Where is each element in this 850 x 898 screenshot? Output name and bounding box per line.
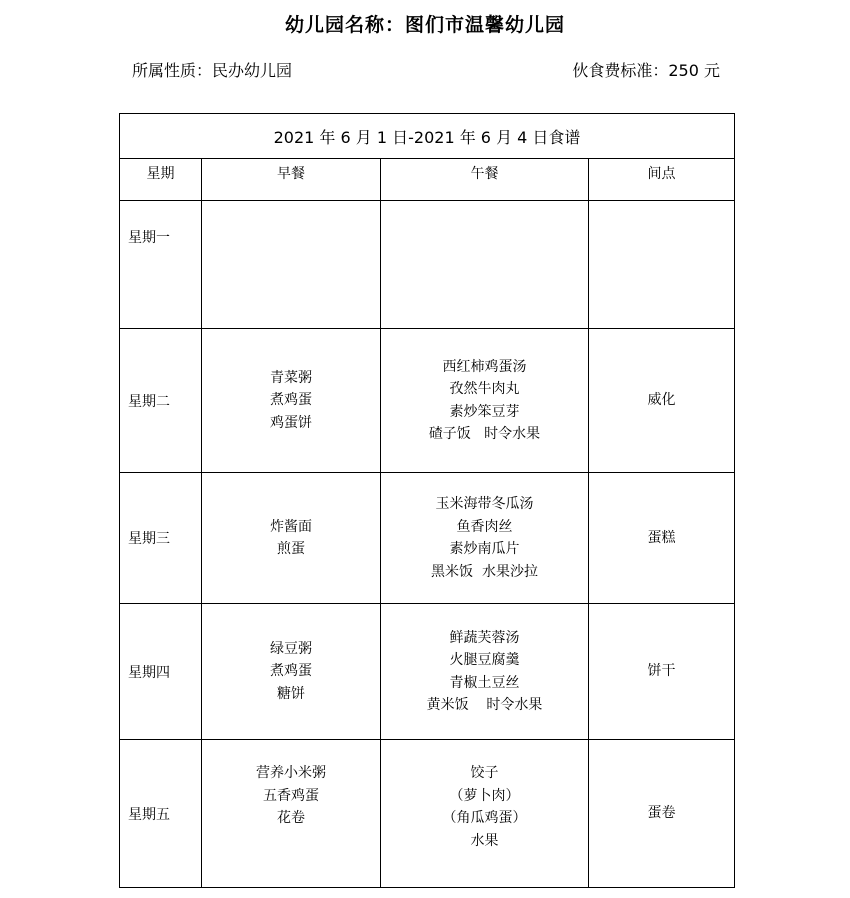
breakfast-cell xyxy=(202,740,381,888)
meal-fee-standard: 伙食费标准：250 元 xyxy=(572,61,720,80)
lunch-item: 黄米饭 时令水果 xyxy=(426,697,543,713)
breakfast-item: 煎蛋 xyxy=(277,541,305,557)
breakfast-cell xyxy=(202,473,381,604)
lunch-cell xyxy=(381,740,589,888)
snack-cell xyxy=(589,740,735,888)
kindergarten-nature: 所属性质：民办幼儿园 xyxy=(132,61,293,80)
table-row-monday xyxy=(120,201,735,329)
snack-cell xyxy=(589,604,735,740)
weekday-cell: 星期一 xyxy=(120,201,202,329)
lunch-item: （萝卜肉） xyxy=(449,787,520,804)
snack-cell xyxy=(589,329,735,473)
snack-item: 蛋卷 xyxy=(647,805,676,822)
lunch-cell xyxy=(381,329,589,473)
lunch-item: 黑米饭 水果沙拉 xyxy=(431,563,538,580)
weekly-menu-table xyxy=(119,113,735,888)
column-header-snack: 间点 xyxy=(589,159,735,201)
lunch-item: 鱼香肉丝 xyxy=(456,518,513,535)
lunch-item: 碴子饭 时令水果 xyxy=(428,426,541,442)
lunch-item: 玉米海带冬瓜汤 xyxy=(435,496,534,512)
lunch-cell xyxy=(381,201,589,329)
snack-item: 威化 xyxy=(647,392,676,409)
weekday-cell: 星期二 xyxy=(120,329,202,473)
breakfast-item: 煮鸡蛋 xyxy=(270,663,312,680)
lunch-item: （角瓜鸡蛋） xyxy=(442,810,527,826)
breakfast-cell xyxy=(202,201,381,329)
column-header-breakfast: 早餐 xyxy=(202,159,381,201)
weekday-cell: 星期五 xyxy=(120,740,202,888)
breakfast-item: 煮鸡蛋 xyxy=(270,392,312,409)
breakfast-cell xyxy=(202,329,381,473)
table-row-wednesday xyxy=(120,473,735,604)
breakfast-item: 鸡蛋饼 xyxy=(270,414,312,431)
lunch-item: 鲜蔬芙蓉汤 xyxy=(449,629,520,646)
weekday-cell: 星期三 xyxy=(120,473,202,604)
breakfast-item: 花卷 xyxy=(277,810,305,826)
table-row-friday xyxy=(120,740,735,888)
lunch-item: 素炒南瓜片 xyxy=(449,541,520,557)
lunch-cell xyxy=(381,473,589,604)
snack-item: 饼干 xyxy=(647,663,676,680)
kindergarten-name-title: 幼儿园名称：图们市温馨幼儿园 xyxy=(284,14,565,36)
breakfast-item: 青菜粥 xyxy=(270,369,312,386)
column-header-lunch: 午餐 xyxy=(381,159,589,201)
breakfast-item: 炸酱面 xyxy=(270,518,312,535)
weekday-cell: 星期四 xyxy=(120,604,202,740)
breakfast-item: 绿豆粥 xyxy=(270,640,312,657)
table-row-tuesday xyxy=(120,329,735,473)
table-row-thursday xyxy=(120,604,735,740)
breakfast-item: 营养小米粥 xyxy=(256,765,326,781)
lunch-item: 火腿豆腐羹 xyxy=(449,652,520,668)
menu-date-range-caption: 2021 年 6 月 1 日-2021 年 6 月 4 日食谱 xyxy=(120,114,735,159)
snack-item: 蛋糕 xyxy=(647,529,676,546)
lunch-cell xyxy=(381,604,589,740)
breakfast-item: 五香鸡蛋 xyxy=(263,787,319,804)
lunch-item: 孜然牛肉丸 xyxy=(449,381,520,397)
column-header-weekday: 星期 xyxy=(120,159,202,201)
lunch-item: 饺子 xyxy=(470,765,499,781)
snack-cell xyxy=(589,473,735,604)
lunch-item: 素炒笨豆芽 xyxy=(449,403,520,420)
lunch-item: 西红柿鸡蛋汤 xyxy=(442,358,527,375)
snack-cell xyxy=(589,201,735,329)
breakfast-cell xyxy=(202,604,381,740)
lunch-item: 水果 xyxy=(470,832,499,849)
breakfast-item: 糖饼 xyxy=(277,685,305,702)
lunch-item: 青椒土豆丝 xyxy=(449,674,520,691)
